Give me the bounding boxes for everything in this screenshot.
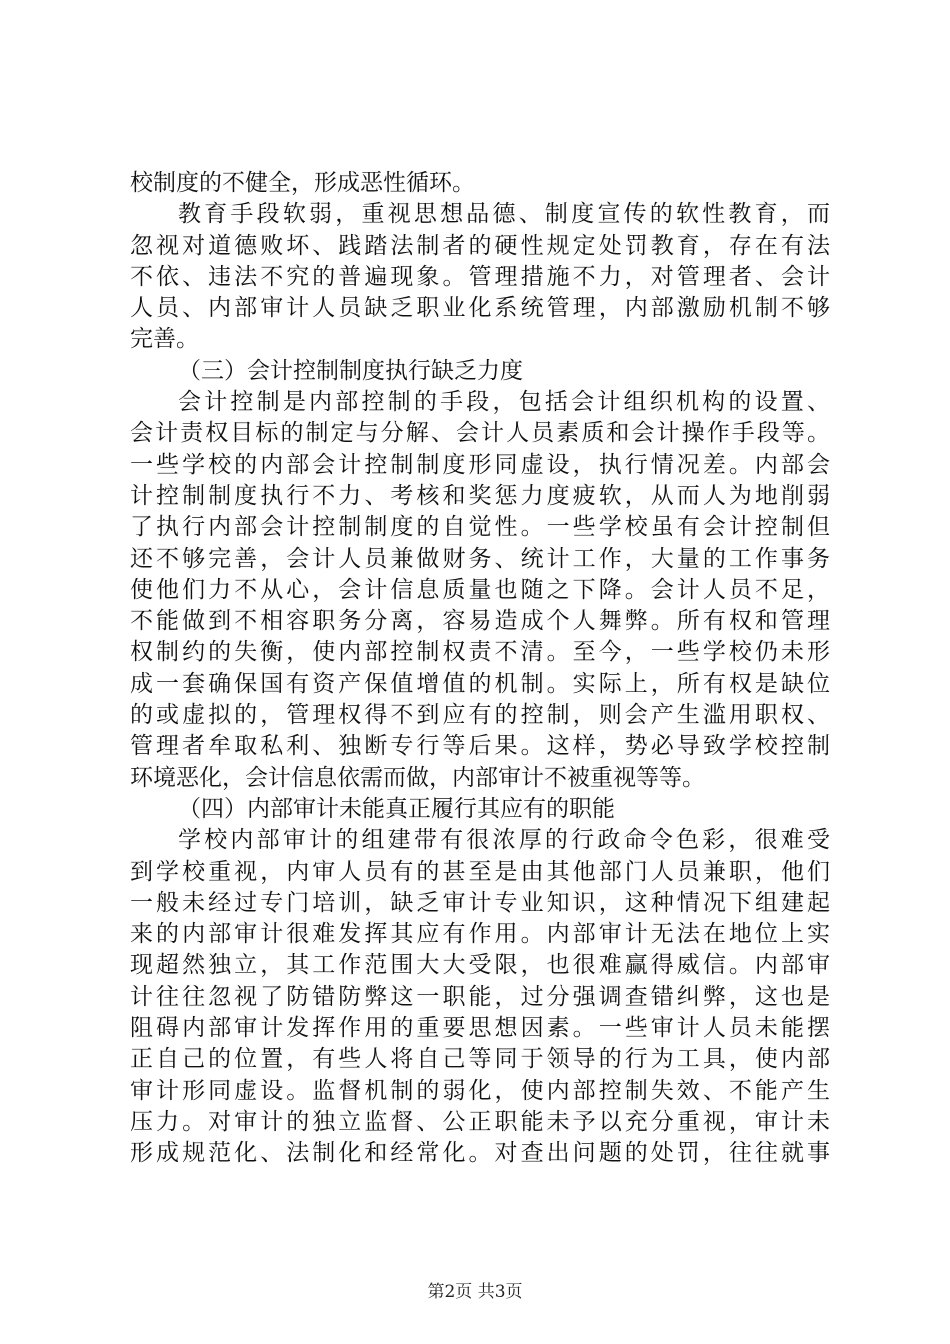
text-line: 不依、违法不究的普遍现象。管理措施不力，对管理者、会计 <box>130 263 830 290</box>
text-line: 形成规范化、法制化和经常化。对查出问题的处罚，往往就事 <box>130 1140 830 1167</box>
text-line: 计控制制度执行不力、考核和奖惩力度疲软，从而人为地削弱 <box>130 482 830 509</box>
text-line: 还不够完善，会计人员兼做财务、统计工作，大量的工作事务 <box>130 545 830 572</box>
page-footer: 第2页 共3页 <box>427 1282 523 1302</box>
text-line: 正自己的位置，有些人将自己等同于领导的行为工具，使内部 <box>130 1046 830 1073</box>
text-line: 的或虚拟的，管理权得不到应有的控制，则会产生滥用职权、 <box>130 702 830 729</box>
text-line: 教育手段软弱，重视思想品德、制度宣传的软性教育，而 <box>178 201 830 228</box>
text-line: 来的内部审计很难发挥其应有作用。内部审计无法在地位上实 <box>130 921 830 948</box>
text-line: 权制约的失衡，使内部控制权责不清。至今，一些学校仍未形 <box>130 639 830 666</box>
text-line: 一些学校的内部会计控制制度形同虚设，执行情况差。内部会 <box>130 451 830 478</box>
text-line: 忽视对道德败坏、践踏法制者的硬性规定处罚教育，存在有法 <box>130 232 830 259</box>
text-line: 成一套确保国有资产保值增值的机制。实际上，所有权是缺位 <box>130 670 830 697</box>
text-line: 环境恶化，会计信息依需而做，内部审计不被重视等等。 <box>130 764 705 791</box>
text-line: 阻碍内部审计发挥作用的重要思想因素。一些审计人员未能摆 <box>130 1015 830 1042</box>
text-line: 完善。 <box>130 326 199 353</box>
text-line: 了执行内部会计控制制度的自觉性。一些学校虽有会计控制但 <box>130 514 830 541</box>
text-line: 校制度的不健全，形成恶性循环。 <box>130 170 475 196</box>
text-line: 审计形同虚设。监督机制的弱化，使内部控制失效、不能产生 <box>130 1077 830 1104</box>
text-line: 会计责权目标的制定与分解、会计人员素质和会计操作手段等。 <box>130 420 830 447</box>
text-line: 现超然独立，其工作范围大大受限，也很难赢得威信。内部审 <box>130 952 830 979</box>
text-line: 会计控制是内部控制的手段，包括会计组织机构的设置、 <box>178 389 830 416</box>
text-line: 到学校重视，内审人员有的甚至是由其他部门人员兼职，他们 <box>130 858 830 885</box>
text-line: 管理者牟取私利、独断专行等后果。这样，势必导致学校控制 <box>130 733 830 760</box>
text-line: 学校内部审计的组建带有很浓厚的行政命令色彩，很难受 <box>178 827 830 854</box>
text-line: 一般未经过专门培训，缺乏审计专业知识，这种情况下组建起 <box>130 889 830 916</box>
text-line: 不能做到不相容职务分离，容易造成个人舞弊。所有权和管理 <box>130 608 830 635</box>
section-heading: （三）会计控制制度执行缺乏力度 <box>178 357 523 384</box>
text-line: 使他们力不从心，会计信息质量也随之下降。会计人员不足， <box>130 576 830 603</box>
text-line: 计往往忽视了防错防弊这一职能，过分强调查错纠弊，这也是 <box>130 983 830 1010</box>
section-heading: （四）内部审计未能真正履行其应有的职能 <box>178 795 615 822</box>
text-line: 压力。对审计的独立监督、公正职能未予以充分重视，审计未 <box>130 1108 830 1135</box>
document-body <box>130 168 830 1170</box>
text-line: 人员、内部审计人员缺乏职业化系统管理，内部激励机制不够 <box>130 295 830 322</box>
